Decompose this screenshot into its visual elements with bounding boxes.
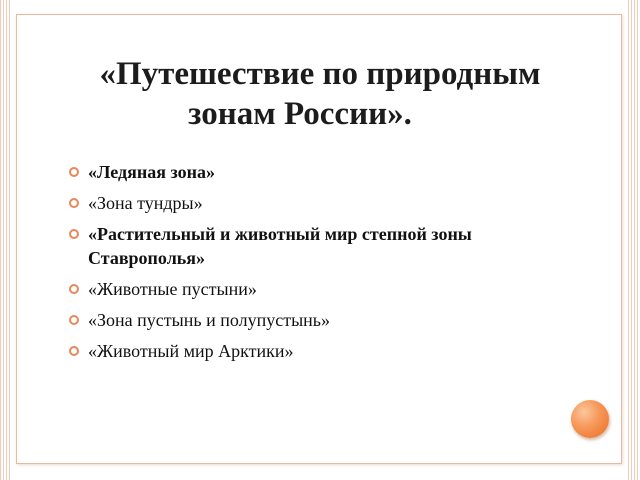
bullet-text: «Зона тундры» bbox=[88, 193, 203, 213]
left-stripe-decoration bbox=[0, 0, 12, 480]
bullet-text: «Животные пустыни» bbox=[88, 279, 257, 299]
hollow-circle-bullet-icon bbox=[69, 284, 79, 294]
hollow-circle-bullet-icon bbox=[69, 229, 79, 239]
bullet-text: «Животный мир Арктики» bbox=[88, 341, 294, 361]
title-line-2: зонам России». bbox=[188, 96, 412, 132]
bullet-item bbox=[68, 308, 568, 332]
bullet-item bbox=[68, 339, 568, 363]
bullet-list bbox=[68, 160, 568, 370]
hollow-circle-bullet-icon bbox=[69, 315, 79, 325]
bullet-text: «Растительный и животный мир степной зоны Ставрополья» bbox=[88, 224, 472, 268]
hollow-circle-bullet-icon bbox=[69, 167, 79, 177]
bullet-item bbox=[68, 222, 568, 270]
title-line-1: «Путешествие по природным bbox=[99, 56, 541, 92]
slide-title bbox=[40, 54, 600, 134]
bullet-text: «Ледяная зона» bbox=[88, 162, 215, 182]
bullet-item bbox=[68, 277, 568, 301]
bullet-text: «Зона пустынь и полупустынь» bbox=[88, 310, 330, 330]
bullet-item bbox=[68, 191, 568, 215]
bullet-item bbox=[68, 160, 568, 184]
orange-orb-icon bbox=[571, 400, 609, 438]
hollow-circle-bullet-icon bbox=[69, 198, 79, 208]
hollow-circle-bullet-icon bbox=[69, 346, 79, 356]
right-stripe-decoration bbox=[628, 0, 640, 480]
